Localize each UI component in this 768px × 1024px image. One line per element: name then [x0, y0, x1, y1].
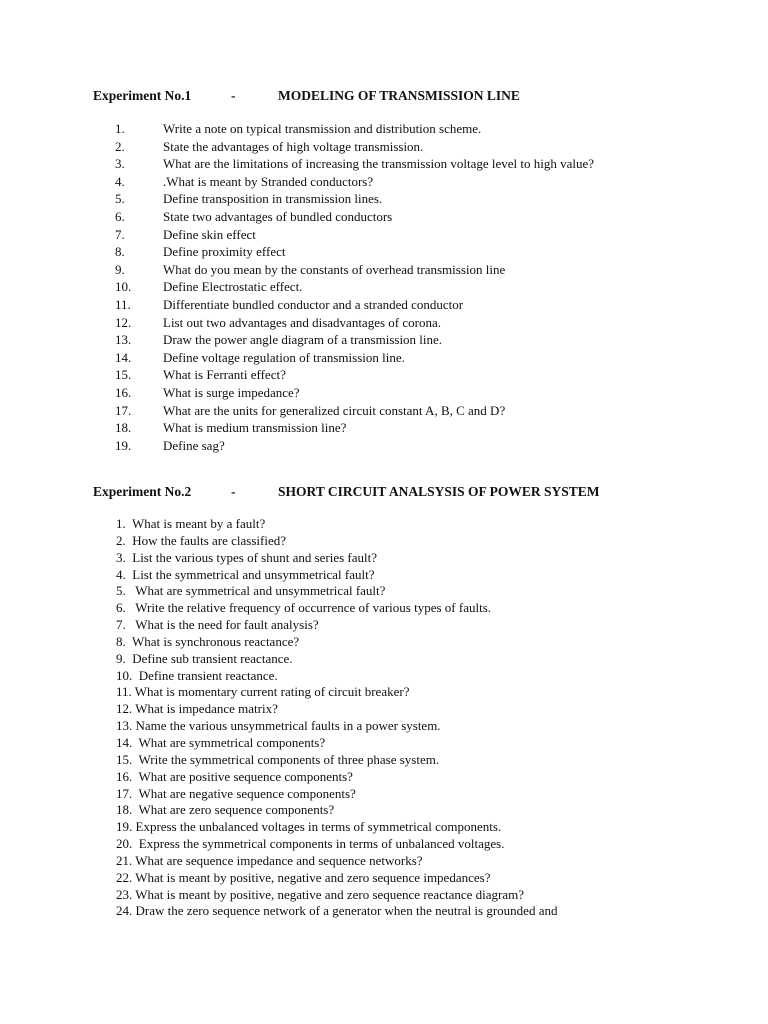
- question-text: What are the limitations of increasing the transmission voltage level to high value?: [163, 156, 595, 172]
- question-text: 9. Define sub transient reactance.: [116, 650, 293, 666]
- question-text: What is medium transmission line?: [163, 420, 347, 436]
- question-number: 13.: [115, 332, 132, 348]
- question-number: 4.: [115, 173, 125, 189]
- question-text: 19. Express the unbalanced voltages in terms of symmetrical components.: [116, 819, 502, 835]
- experiment-2-title: SHORT CIRCUIT ANALSYSIS OF POWER SYSTEM: [278, 484, 600, 499]
- question-text: 17. What are negative sequence components?: [116, 785, 356, 801]
- question-number: 10.: [115, 279, 132, 295]
- question-text: 8. What is synchronous reactance?: [116, 633, 300, 649]
- question-text: 5. What are symmetrical and unsymmetrical fault?: [116, 583, 386, 599]
- question-text: 22. What is meant by positive, negative and zero sequence impedances?: [116, 869, 491, 885]
- question-text: 23. What is meant by positive, negative and zero sequence reactance diagram?: [116, 886, 525, 902]
- question-text: 15. Write the symmetrical components of three phase system.: [116, 751, 440, 767]
- question-text: Define proximity effect: [163, 244, 286, 260]
- question-text: Define sag?: [163, 437, 225, 453]
- question-text: What is Ferranti effect?: [163, 367, 286, 383]
- question-number: 8.: [115, 244, 125, 260]
- question-number: 14.: [115, 349, 132, 365]
- question-text: Differentiate bundled conductor and a stranded conductor: [163, 296, 464, 312]
- experiment-2-dash: -: [231, 484, 236, 499]
- experiment-1-dash: -: [231, 88, 236, 103]
- question-number: 16.: [115, 384, 132, 400]
- question-text: .What is meant by Stranded conductors?: [163, 173, 374, 189]
- experiment-2-label: Experiment No.2: [93, 484, 192, 499]
- question-text: Define transposition in transmission lines.: [163, 191, 383, 207]
- question-number: 3.: [115, 156, 125, 172]
- question-number: 6.: [115, 208, 125, 224]
- question-text: Define Electrostatic effect.: [163, 279, 303, 295]
- question-text: 14. What are symmetrical components?: [116, 734, 326, 750]
- question-text: 20. Express the symmetrical components in terms of unbalanced voltages.: [116, 836, 505, 852]
- question-text: 11. What is momentary current rating of circuit breaker?: [116, 684, 410, 700]
- question-number: 15.: [115, 367, 132, 383]
- question-text: Define voltage regulation of transmission line.: [163, 349, 405, 365]
- question-text: What do you mean by the constants of overhead transmission line: [163, 261, 506, 277]
- question-text: State the advantages of high voltage transmission.: [163, 138, 424, 154]
- question-number: 18.: [115, 420, 132, 436]
- question-text: Draw the power angle diagram of a transmission line.: [163, 332, 443, 348]
- question-number: 1.: [115, 121, 125, 136]
- question-text: 1. What is meant by a fault?: [116, 516, 266, 531]
- question-text: What are the units for generalized circuit constant A, B, C and D?: [163, 402, 506, 418]
- question-text: State two advantages of bundled conductors: [163, 208, 393, 224]
- experiment-1-title: MODELING OF TRANSMISSION LINE: [278, 88, 520, 103]
- question-number: 11.: [115, 296, 131, 312]
- question-text: Define skin effect: [163, 226, 256, 242]
- question-number: 7.: [115, 226, 125, 242]
- question-text: 21. What are sequence impedance and sequence networks?: [116, 852, 423, 868]
- question-number: 9.: [115, 261, 125, 277]
- question-number: 2.: [115, 138, 125, 154]
- question-text: List out two advantages and disadvantages of corona.: [163, 314, 441, 330]
- question-number: 5.: [115, 191, 125, 207]
- question-text: 3. List the various types of shunt and series fault?: [116, 549, 378, 565]
- question-text: What is surge impedance?: [163, 384, 300, 400]
- question-text: 16. What are positive sequence components?: [116, 768, 353, 784]
- question-text: 7. What is the need for fault analysis?: [116, 617, 319, 633]
- question-text: 24. Draw the zero sequence network of a generator when the neutral is grounded and: [116, 903, 558, 919]
- question-text: 6. Write the relative frequency of occurrence of various types of faults.: [116, 600, 492, 616]
- question-text: 10. Define transient reactance.: [116, 667, 278, 683]
- question-text: 12. What is impedance matrix?: [116, 701, 278, 717]
- experiment-1-label: Experiment No.1: [93, 88, 192, 103]
- question-text: 13. Name the various unsymmetrical faults in a power system.: [116, 718, 441, 734]
- question-number: 17.: [115, 402, 132, 418]
- question-number: 12.: [115, 314, 132, 330]
- question-text: 4. List the symmetrical and unsymmetrical fault?: [116, 566, 375, 582]
- question-text: 2. How the faults are classified?: [116, 532, 287, 548]
- question-text: Write a note on typical transmission and distribution scheme.: [163, 121, 482, 136]
- question-number: 19.: [115, 437, 132, 453]
- question-text: 18. What are zero sequence components?: [116, 802, 335, 818]
